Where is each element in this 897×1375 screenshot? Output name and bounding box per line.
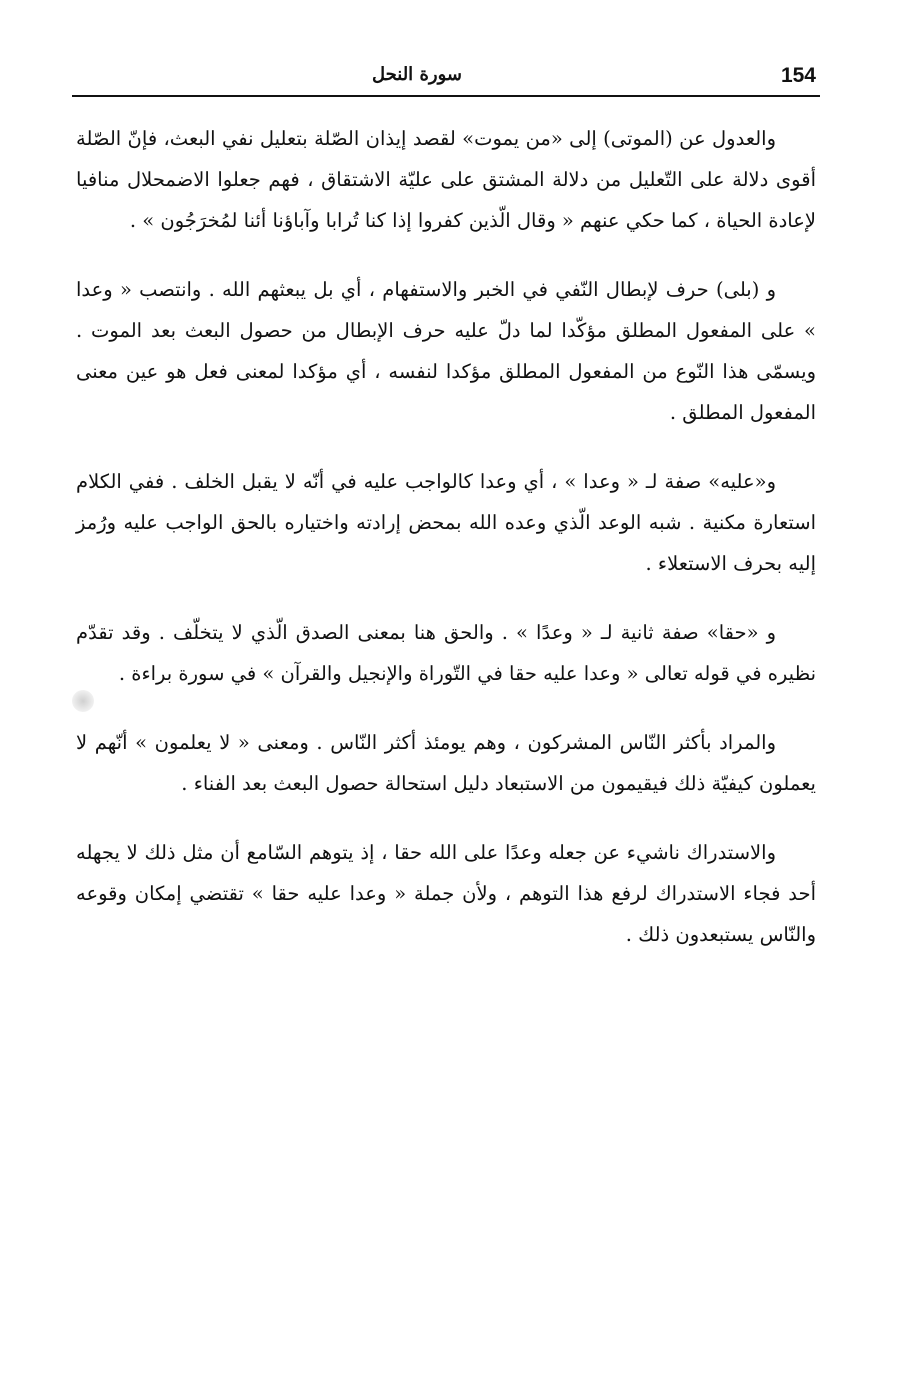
page-header	[72, 62, 820, 96]
header-divider	[72, 95, 820, 97]
page-number: 154	[780, 64, 816, 87]
body-text	[76, 118, 816, 983]
paragraph-3: و«عليه» صفة لـ « وعدا » ، أي وعدا كالواجب عليه في أنّه لا يقبل الخلف . ففي الكلام استعارة مكنية . شبه الوعد الّذي وعده الله بمحض إرادته واختياره بالحق الواجب عليه ورُمز إليه بحرف الاستعلاء .	[76, 470, 816, 575]
ink-blot	[72, 690, 94, 712]
paragraph-2: و (بلى) حرف لإبطال النّفي في الخبر والاستفهام ، أي بل يبعثهم الله . وانتصب « وعدا » على المفعول المطلق مؤكّدا لما دلّ عليه حرف الإبطال من حصول البعث بعد الموت . ويسمّى هذا النّوع من المفعول المطلق مؤكدا لنفسه ، أي مؤكدا لمعنى فعل هو عين معنى المفعول المطلق .	[76, 278, 816, 424]
running-title: سورة النحل	[372, 64, 462, 85]
paragraph-6: والاستدراك ناشيء عن جعله وعدًا على الله حقا ، إذ يتوهم السّامع أن مثل ذلك لا يجهله أحد فجاء الاستدراك لرفع هذا التوهم ، ولأن جملة « وعدا عليه حقا » تقتضي إمكان وقوعه والنّاس يستبعدون ذلك .	[76, 841, 816, 946]
paragraph-1: والعدول عن (الموتى) إلى «من يموت» لقصد إيذان الصّلة بتعليل نفي البعث، فإنّ الصّلة أقوى دلالة على التّعليل من دلالة المشتق على عليّة الاشتقاق ، فهم جعلوا الاضمحلال منافيا لإعادة الحياة ، كما حكي عنهم « وقال الّذين كفروا إذا كنا تُرابا وآباؤنا أئنا لمُخرَجُون » .	[76, 127, 816, 232]
paragraph-5: والمراد بأكثر النّاس المشركون ، وهم يومئذ أكثر النّاس . ومعنى « لا يعلمون » أنّهم لا يعملون كيفيّة ذلك فيقيمون من الاستبعاد دليل استحالة حصول البعث بعد الفناء .	[76, 731, 816, 795]
paragraph-4: و «حقا» صفة ثانية لـ « وعدًا » . والحق هنا بمعنى الصدق الّذي لا يتخلّف . وقد تقدّم نظيره في قوله تعالى « وعدا عليه حقا في التّوراة والإنجيل والقرآن » في سورة براءة .	[76, 621, 816, 685]
